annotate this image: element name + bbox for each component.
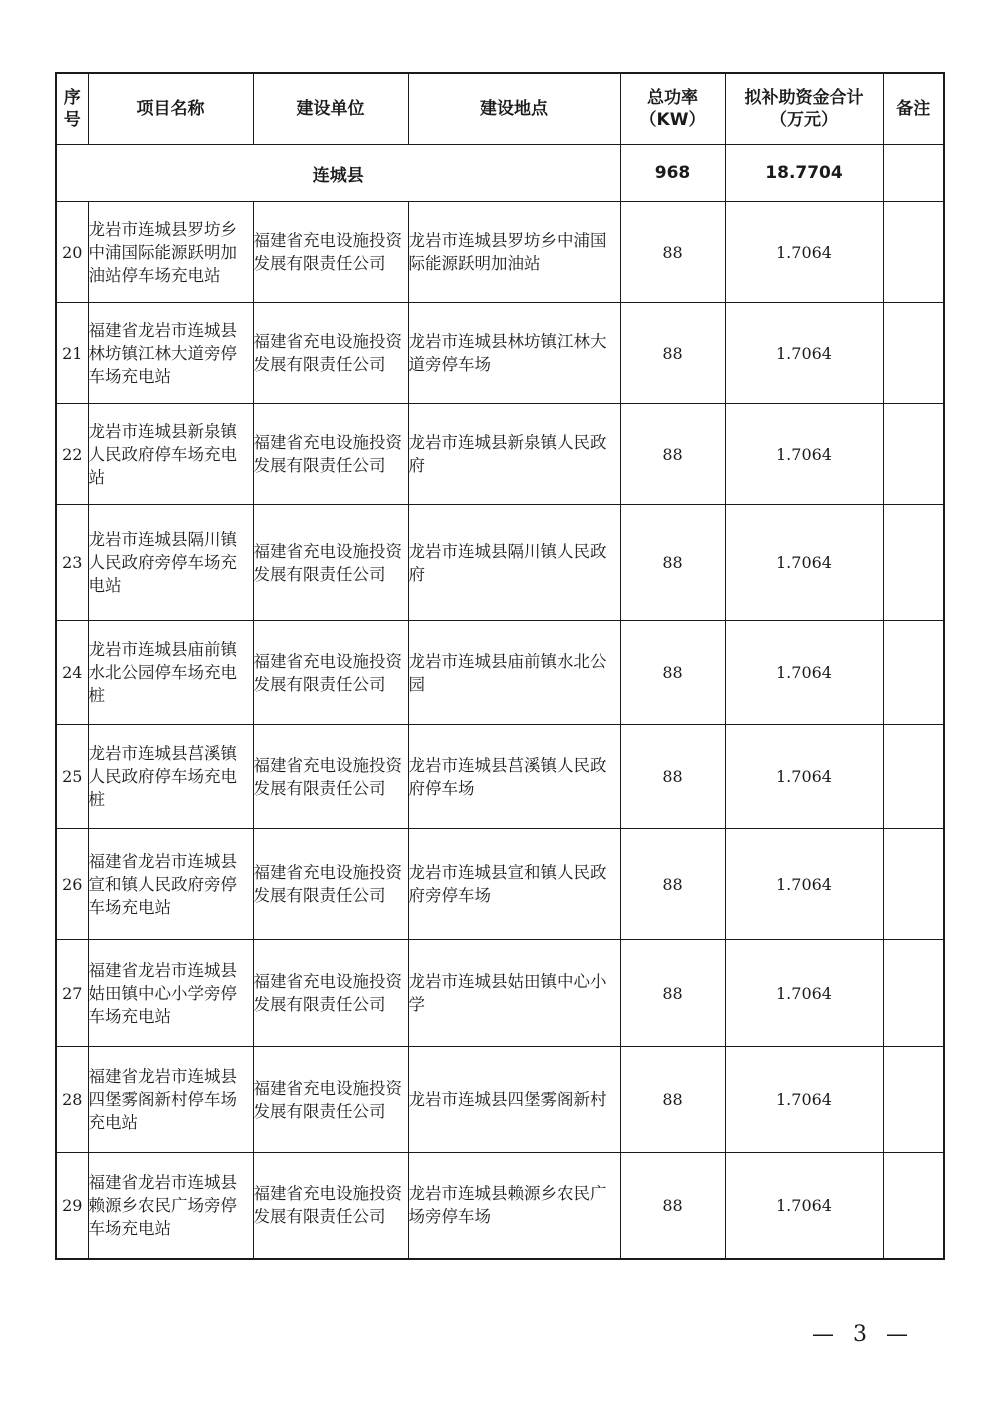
row-location: 龙岩市连城县庙前镇水北公园 [408, 621, 620, 725]
row-project-name: 福建省龙岩市连城县姑田镇中心小学旁停车场充电站 [88, 940, 253, 1047]
row-construction-unit: 福建省充电设施投资发展有限责任公司 [253, 1153, 408, 1259]
row-subsidy: 1.7064 [725, 404, 883, 505]
row-construction-unit: 福建省充电设施投资发展有限责任公司 [253, 829, 408, 940]
row-location: 龙岩市连城县姑田镇中心小学 [408, 940, 620, 1047]
header-note: 备注 [883, 73, 944, 145]
row-index: 25 [56, 725, 88, 829]
row-power: 88 [620, 940, 725, 1047]
row-power: 88 [620, 725, 725, 829]
row-note [883, 621, 944, 725]
row-power: 88 [620, 202, 725, 303]
subtotal-row [56, 145, 944, 202]
table-row [56, 1153, 944, 1259]
row-location: 龙岩市连城县宣和镇人民政府旁停车场 [408, 829, 620, 940]
row-construction-unit: 福建省充电设施投资发展有限责任公司 [253, 404, 408, 505]
row-construction-unit: 福建省充电设施投资发展有限责任公司 [253, 303, 408, 404]
row-project-name: 福建省龙岩市连城县林坊镇江林大道旁停车场充电站 [88, 303, 253, 404]
header-unit: 建设单位 [253, 73, 408, 145]
row-index: 29 [56, 1153, 88, 1259]
row-project-name: 龙岩市连城县新泉镇人民政府停车场充电站 [88, 404, 253, 505]
header-row [56, 73, 944, 145]
row-location: 龙岩市连城县新泉镇人民政府 [408, 404, 620, 505]
row-note [883, 1153, 944, 1259]
table-row [56, 202, 944, 303]
header-power-line1: 总功率 [647, 88, 698, 108]
row-subsidy: 1.7064 [725, 940, 883, 1047]
row-location: 龙岩市连城县罗坊乡中浦国际能源跃明加油站 [408, 202, 620, 303]
row-note [883, 1047, 944, 1153]
table-row [56, 505, 944, 621]
header-name: 项目名称 [88, 73, 253, 145]
row-subsidy: 1.7064 [725, 621, 883, 725]
row-location: 龙岩市连城县莒溪镇人民政府停车场 [408, 725, 620, 829]
row-construction-unit: 福建省充电设施投资发展有限责任公司 [253, 505, 408, 621]
table-row [56, 303, 944, 404]
row-location: 龙岩市连城县赖源乡农民广场旁停车场 [408, 1153, 620, 1259]
subtotal-label: 连城县 [56, 145, 620, 202]
row-project-name: 龙岩市连城县罗坊乡中浦国际能源跃明加油站停车场充电站 [88, 202, 253, 303]
row-index: 23 [56, 505, 88, 621]
table-row [56, 621, 944, 725]
row-subsidy: 1.7064 [725, 505, 883, 621]
page-number: — 3 — [812, 1322, 914, 1347]
table-row [56, 829, 944, 940]
header-location: 建设地点 [408, 73, 620, 145]
row-index: 21 [56, 303, 88, 404]
header-subsidy-line1: 拟补助资金合计 [744, 88, 864, 108]
header-power [620, 73, 725, 145]
subsidy-table [55, 72, 945, 1260]
subtotal-subsidy: 18.7704 [725, 145, 883, 202]
row-note [883, 505, 944, 621]
table-row [56, 404, 944, 505]
row-subsidy: 1.7064 [725, 303, 883, 404]
row-location: 龙岩市连城县隔川镇人民政府 [408, 505, 620, 621]
row-note [883, 725, 944, 829]
row-note [883, 202, 944, 303]
row-construction-unit: 福建省充电设施投资发展有限责任公司 [253, 621, 408, 725]
header-subsidy-line2: （万元） [770, 110, 838, 130]
row-note [883, 829, 944, 940]
row-construction-unit: 福建省充电设施投资发展有限责任公司 [253, 202, 408, 303]
row-power: 88 [620, 829, 725, 940]
row-index: 20 [56, 202, 88, 303]
row-subsidy: 1.7064 [725, 1153, 883, 1259]
row-index: 24 [56, 621, 88, 725]
row-subsidy: 1.7064 [725, 202, 883, 303]
row-subsidy: 1.7064 [725, 829, 883, 940]
row-subsidy: 1.7064 [725, 1047, 883, 1153]
row-location: 龙岩市连城县四堡雾阁新村 [408, 1047, 620, 1153]
row-project-name: 福建省龙岩市连城县宣和镇人民政府旁停车场充电站 [88, 829, 253, 940]
header-subsidy [725, 73, 883, 145]
header-index: 序号 [56, 73, 88, 145]
row-construction-unit: 福建省充电设施投资发展有限责任公司 [253, 940, 408, 1047]
header-power-line2: （KW） [639, 110, 706, 130]
row-location: 龙岩市连城县林坊镇江林大道旁停车场 [408, 303, 620, 404]
row-index: 28 [56, 1047, 88, 1153]
row-project-name: 福建省龙岩市连城县四堡雾阁新村停车场充电站 [88, 1047, 253, 1153]
row-note [883, 940, 944, 1047]
row-construction-unit: 福建省充电设施投资发展有限责任公司 [253, 1047, 408, 1153]
row-construction-unit: 福建省充电设施投资发展有限责任公司 [253, 725, 408, 829]
table-row [56, 940, 944, 1047]
row-note [883, 303, 944, 404]
row-power: 88 [620, 1047, 725, 1153]
row-project-name: 龙岩市连城县莒溪镇人民政府停车场充电桩 [88, 725, 253, 829]
row-power: 88 [620, 505, 725, 621]
row-index: 22 [56, 404, 88, 505]
row-project-name: 福建省龙岩市连城县赖源乡农民广场旁停车场充电站 [88, 1153, 253, 1259]
subtotal-note [883, 145, 944, 202]
row-project-name: 龙岩市连城县隔川镇人民政府旁停车场充电站 [88, 505, 253, 621]
row-index: 27 [56, 940, 88, 1047]
row-power: 88 [620, 1153, 725, 1259]
subtotal-power: 968 [620, 145, 725, 202]
table-row [56, 725, 944, 829]
row-project-name: 龙岩市连城县庙前镇水北公园停车场充电桩 [88, 621, 253, 725]
row-note [883, 404, 944, 505]
table-row [56, 1047, 944, 1153]
row-power: 88 [620, 404, 725, 505]
row-subsidy: 1.7064 [725, 725, 883, 829]
row-power: 88 [620, 303, 725, 404]
row-power: 88 [620, 621, 725, 725]
row-index: 26 [56, 829, 88, 940]
